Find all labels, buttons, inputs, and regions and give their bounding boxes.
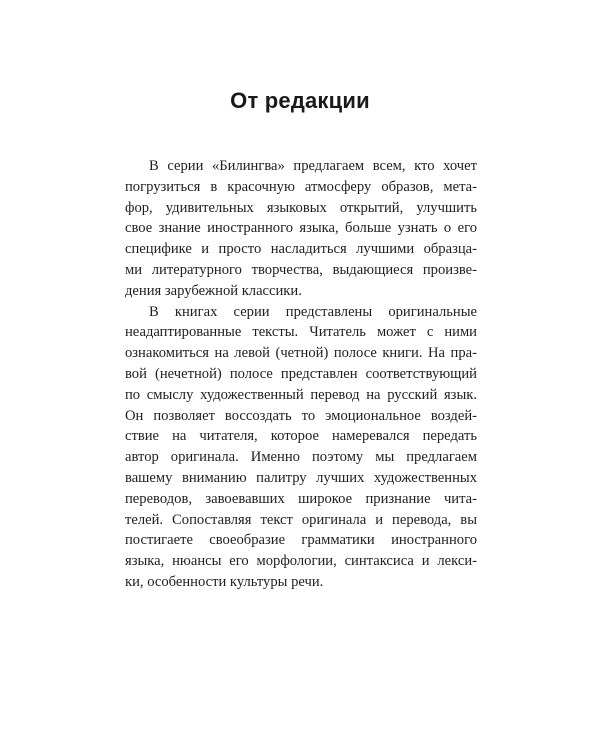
page-title: От редакции [230,88,370,113]
text-line: ствие на читателя, которое намеревался передать [125,428,477,445]
text-line: В серии «Билингва» предлагаем всем, кто хочет [149,158,477,174]
text-line: ми литературного творчества, выдающиеся произве- [125,261,477,278]
text-line: по смыслу художественный перевод на русский язык. [125,386,477,403]
text-line: автор оригинала. Именно поэтому мы предлагаем [125,449,477,466]
text-line: фор, удивительных языковых открытий, улучшить [125,199,477,216]
text-line: ознакомиться на левой (четной) полосе книги. На пра- [125,345,477,362]
paragraph-2 [125,302,477,593]
text-line: ки, особенности культуры речи. [125,573,324,590]
text-line: вашему вниманию палитру лучших художественных [125,469,477,486]
text-line: погрузиться в красочную атмосферу образов, мета- [125,178,477,195]
body-text [125,156,477,593]
text-line: переводов, завоевавших широкое признание чита- [125,490,477,507]
text-line: телей. Сопоставляя текст оригинала и перевода, вы [125,511,477,528]
text-line: В книгах серии представлены оригинальные [149,303,477,320]
text-line: Он позволяет воссоздать то эмоциональное воздей- [125,407,477,424]
text-line: свое знание иностранного языка, больше узнать о его [125,220,477,237]
text-line: специфике и просто насладиться лучшими образца- [125,241,477,258]
text-line: постигаете своеобразие грамматики иностранного [125,532,477,549]
text-line: неадаптированные тексты. Читатель может с ними [125,324,477,341]
text-line: вой (нечетной) полосе представлен соответствующий [125,365,477,382]
paragraph-1 [125,156,477,302]
text-line: языка, нюансы его морфологии, синтаксиса и лекси- [125,553,477,570]
text-line: дения зарубежной классики. [125,282,302,299]
